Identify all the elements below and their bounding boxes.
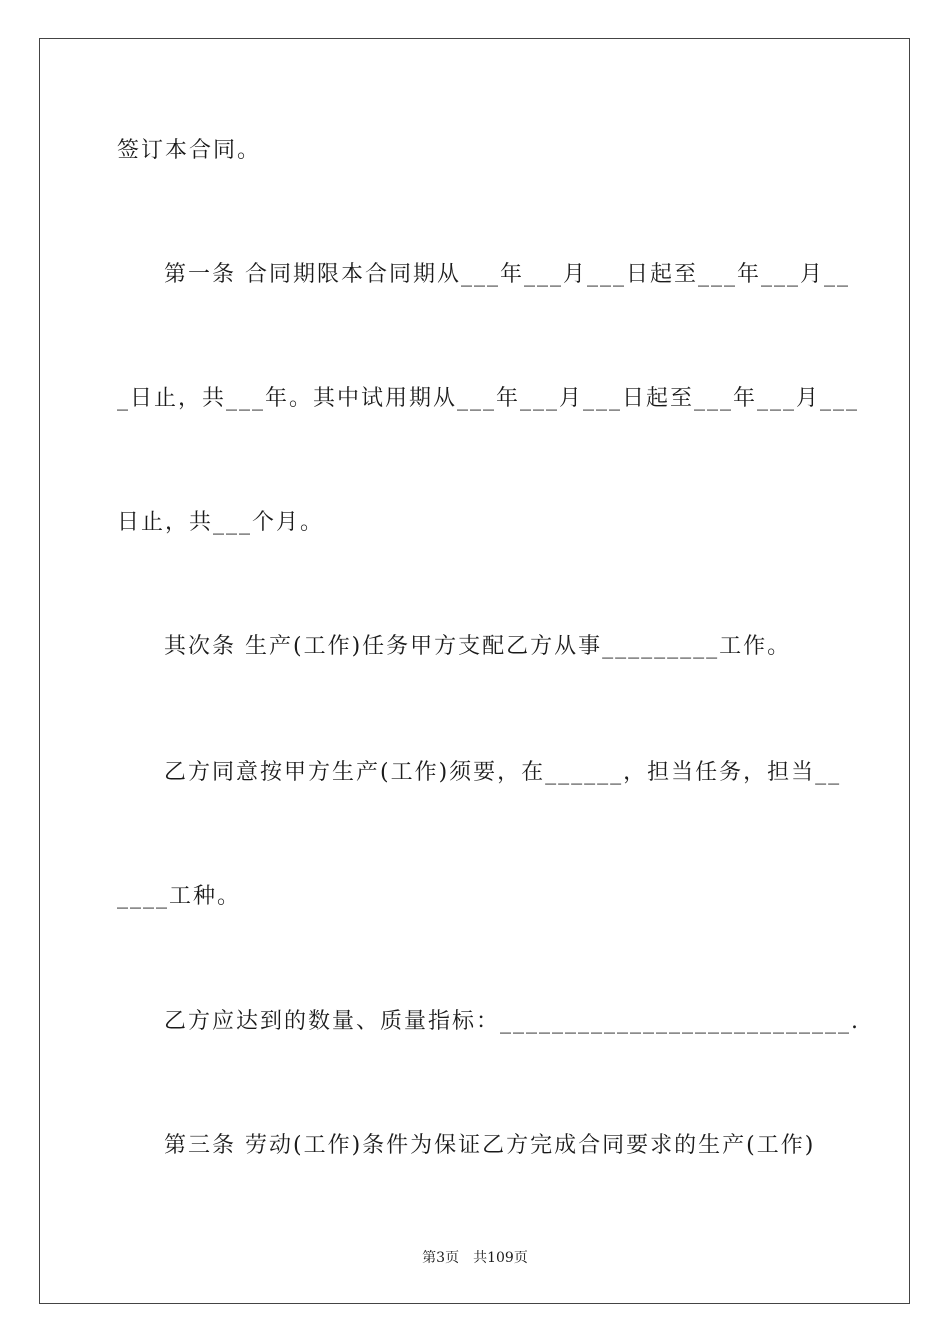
total-pages: 共109页 (473, 1250, 528, 1266)
text-line-1: 签订本合同。 (117, 138, 262, 163)
page-number: 第3页 (422, 1250, 460, 1266)
text-line-4: 日止，共___个月。 (117, 510, 325, 535)
text-line-2: 第一条 合同期限本合同期从___年___月___日起至___年___月__ (164, 262, 850, 287)
text-line-3: _日止，共___年。其中试用期从___年___月___日起至___年___月___ (117, 386, 860, 411)
text-line-9: 第三条 劳动(工作)条件为保证乙方完成合同要求的生产(工作) (164, 1133, 816, 1158)
text-line-5: 其次条 生产(工作)任务甲方支配乙方从事_________工作。 (164, 634, 792, 659)
page-footer (0, 1248, 950, 1268)
text-line-8: 乙方应达到的数量、质量指标：___________________________. (164, 1009, 860, 1034)
text-line-7: ____工种。 (117, 884, 242, 909)
text-line-6: 乙方同意按甲方生产(工作)须要，在______，担当任务，担当__ (164, 760, 842, 785)
page-frame (39, 38, 910, 1304)
